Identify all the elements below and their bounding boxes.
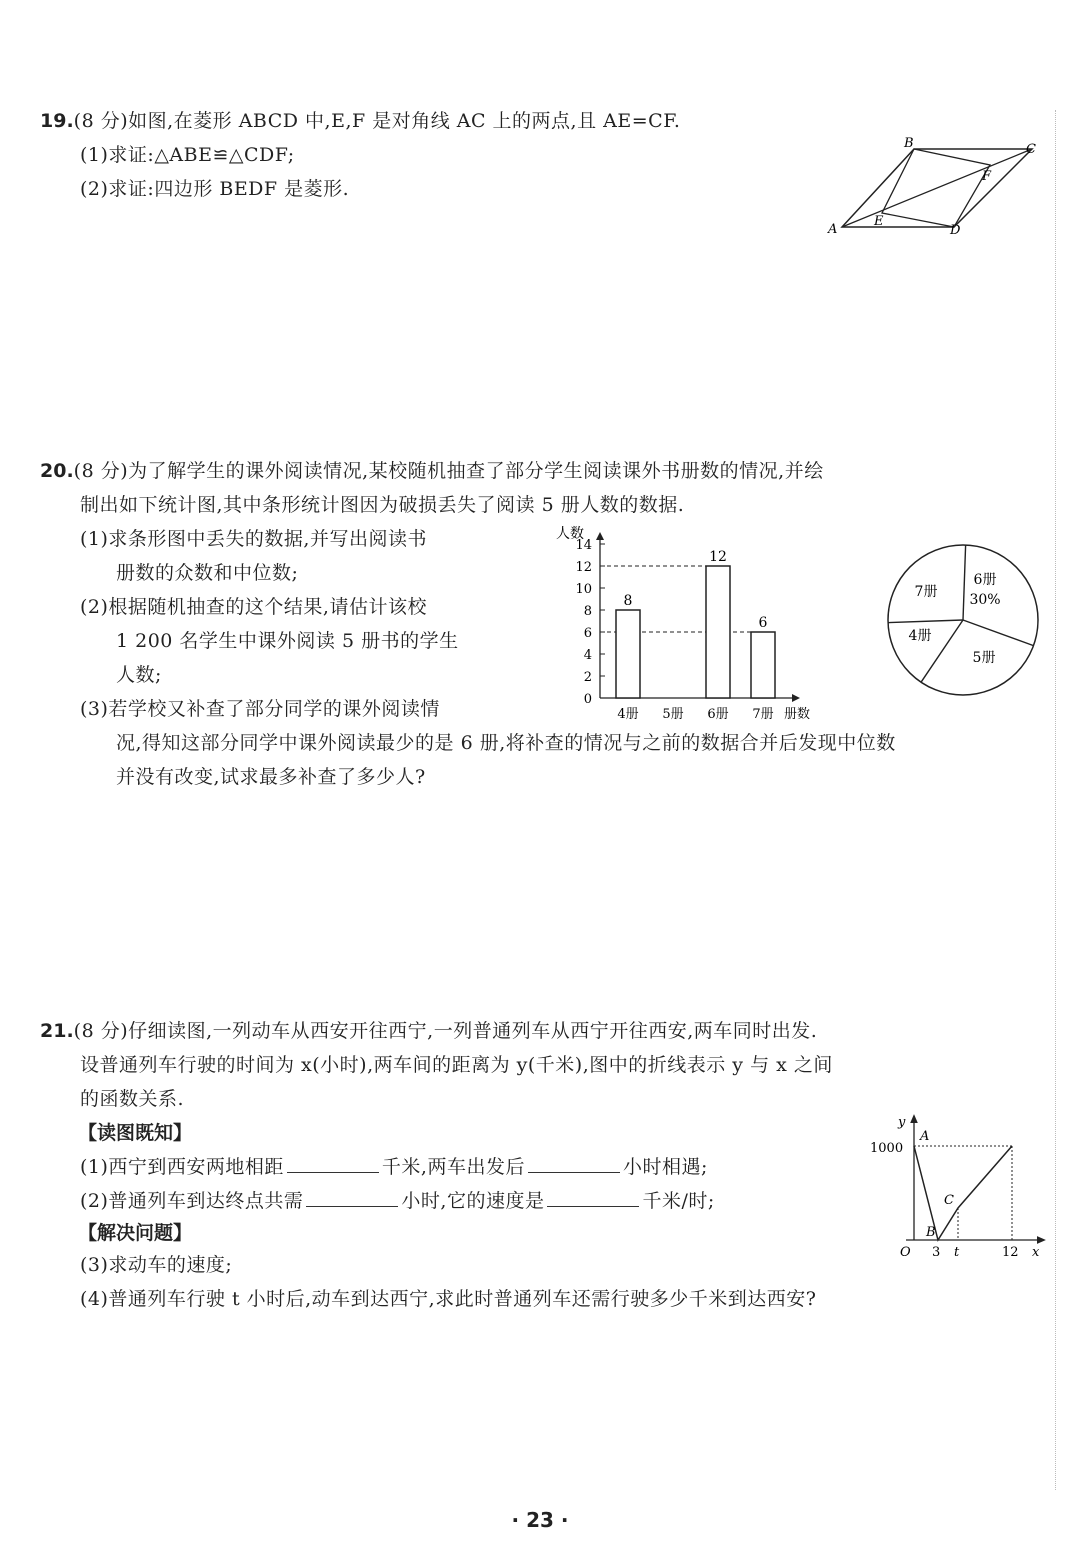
bar-category-label: 7册 (752, 707, 774, 722)
bar-7册 (751, 632, 775, 698)
diagonal-ac (842, 149, 1032, 227)
pie-radius-1 (963, 620, 1033, 646)
q20-part2-line3: 人数; (116, 664, 162, 686)
q21-line-1 (40, 1016, 817, 1043)
q19-part-2: (2)求证:四边形 BEDF 是菱形. (80, 178, 350, 200)
q21-part2 (80, 1186, 715, 1213)
q19-stem: (8 分)如图,在菱形 ABCD 中,E,F 是对角线 AC 上的两点,且 AE=CF. (73, 110, 681, 132)
bar-ytick-label: 4 (583, 648, 592, 663)
blank-meet-time[interactable] (528, 1154, 620, 1173)
bar-ytick-label: 14 (575, 538, 592, 553)
bar-chart (548, 520, 838, 730)
pie-label-5册: 5册 (972, 650, 996, 666)
graph-label-y: y (898, 1115, 906, 1130)
q20-part3-line2: 况,得知这部分同学中课外阅读最少的是 6 册,将补查的情况与之前的数据合并后发现中位数 (116, 732, 896, 754)
bar-chart-xlabel: 册数 (784, 707, 811, 722)
bar-category-label: 4册 (617, 707, 639, 722)
rhombus-figure (820, 135, 1050, 245)
q21-p2-b: 小时,它的速度是 (401, 1190, 545, 1212)
q21-p2-c: 千米/时; (642, 1190, 715, 1212)
q21-p1-c: 小时相遇; (622, 1156, 708, 1178)
blank-total-time[interactable] (306, 1188, 398, 1207)
q20-part2-line1: (2)根据随机抽查的这个结果,请估计该校 (80, 596, 427, 618)
graph-label-t: t (954, 1245, 960, 1260)
q20-number: 20. (40, 460, 74, 482)
page-edge-rule (1055, 110, 1056, 1490)
q20-stem-2: 制出如下统计图,其中条形统计图因为破损丢失了阅读 5 册人数的数据. (80, 494, 685, 516)
label-a: A (828, 222, 838, 237)
q21-part4: (4)普通列车行驶 t 小时后,动车到达西宁,求此时普通列车还需行驶多少千米到达西安? (80, 1288, 817, 1310)
pie-radius-3 (888, 620, 963, 623)
bar-ytick-label: 2 (583, 670, 592, 685)
label-f: F (982, 169, 992, 184)
bar-chart-ylabel: 人数 (556, 526, 584, 542)
q21-stem-2: 设普通列车行驶的时间为 x(小时),两车间的距离为 y(千米),图中的折线表示 y 与 x 之间 (80, 1054, 833, 1076)
bar-data-label: 12 (709, 549, 727, 565)
graph-label-1000: 1000 (870, 1141, 904, 1156)
q19-part-1: (1)求证:△ABE≌△CDF; (80, 144, 295, 166)
section-read-graph: 【读图既知】 (78, 1122, 193, 1144)
q21-part1 (80, 1152, 708, 1179)
label-c: C (1026, 142, 1036, 157)
bar-category-label: 6册 (707, 707, 729, 722)
q20-line-1 (40, 456, 824, 483)
label-e: E (874, 214, 884, 229)
bar-data-label: 6 (758, 615, 768, 631)
pie-label-6册: 6册 (973, 572, 997, 588)
label-d: D (950, 223, 961, 238)
bar-6册 (706, 566, 730, 698)
bar-category-label: 5册 (662, 707, 684, 722)
q20-part3-line1: (3)若学校又补查了部分同学的课外阅读情 (80, 698, 440, 720)
pie-value-6册: 30% (969, 592, 1001, 608)
bar-ytick-label: 6 (583, 626, 592, 641)
pie-label-4册: 4册 (908, 628, 932, 644)
graph-label-3: 3 (932, 1245, 941, 1260)
graph-label-origin: O (900, 1245, 911, 1260)
page-number: · 23 · (511, 1508, 569, 1532)
bar-data-label: 8 (623, 593, 633, 609)
bar-4册 (616, 610, 640, 698)
q20-part2-line2: 1 200 名学生中课外阅读 5 册书的学生 (116, 630, 459, 652)
q21-number: 21. (40, 1020, 74, 1042)
pie-label-7册: 7册 (914, 584, 938, 600)
bar-ytick-label: 8 (583, 604, 592, 619)
pie-radius-0 (963, 545, 966, 620)
blank-speed[interactable] (547, 1188, 639, 1207)
blank-distance[interactable] (287, 1154, 379, 1173)
q21-stem-1: (8 分)仔细读图,一列动车从西安开往西宁,一列普通列车从西宁开往西安,两车同时出发. (73, 1020, 818, 1042)
graph-point-a: A (920, 1129, 930, 1144)
distance-time-graph (862, 1112, 1052, 1262)
pie-chart (880, 540, 1050, 710)
graph-point-b: B (926, 1225, 936, 1240)
q21-p1-a: (1)西宁到西安两地相距 (80, 1156, 284, 1178)
bar-y-arrow (596, 532, 604, 540)
bar-x-arrow (792, 694, 800, 702)
bar-ytick-label: 12 (575, 560, 592, 575)
q21-p2-a: (2)普通列车到达终点共需 (80, 1190, 304, 1212)
bar-ytick-label: 10 (575, 582, 592, 597)
q21-stem-3: 的函数关系. (80, 1088, 185, 1110)
q20-part1-line1: (1)求条形图中丢失的数据,并写出阅读书 (80, 528, 427, 550)
q21-p1-b: 千米,两车出发后 (381, 1156, 525, 1178)
label-b: B (904, 136, 914, 151)
q20-stem-1: (8 分)为了解学生的课外阅读情况,某校随机抽查了部分学生阅读课外书册数的情况,并绘 (73, 460, 824, 482)
q19-number: 19. (40, 110, 74, 132)
graph-point-c: C (944, 1193, 954, 1208)
graph-label-x: x (1032, 1245, 1040, 1260)
q21-part3: (3)求动车的速度; (80, 1254, 233, 1276)
graph-label-12: 12 (1002, 1245, 1019, 1260)
q20-part1-line2: 册数的众数和中位数; (116, 562, 299, 584)
section-solve: 【解决问题】 (78, 1222, 193, 1244)
q20-part3-line3: 并没有改变,试求最多补查了多少人? (116, 766, 426, 788)
q19-line-stem (40, 106, 680, 133)
bar-ytick-label: 0 (583, 692, 592, 707)
